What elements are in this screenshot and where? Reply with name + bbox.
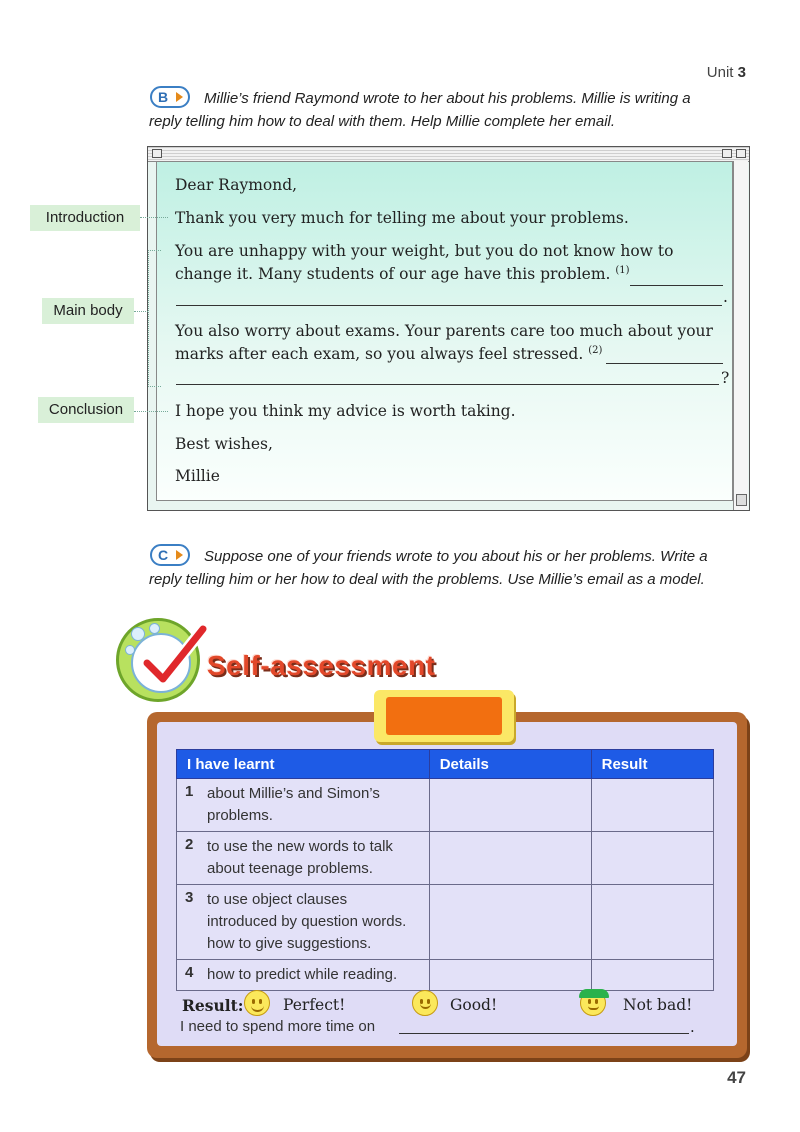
smiley-good-icon[interactable]	[412, 990, 438, 1016]
table-row	[177, 779, 714, 832]
close-box-icon[interactable]	[152, 149, 162, 158]
blank-1-marker: (1)	[615, 265, 630, 276]
result-cell[interactable]	[591, 960, 713, 991]
result-cell[interactable]	[591, 832, 713, 885]
bubble-icon	[131, 627, 145, 641]
connector-conclusion	[134, 411, 168, 412]
board-tab-inner	[386, 697, 502, 735]
label-main-body: Main body	[42, 298, 134, 324]
zoom-box-icon[interactable]	[722, 149, 732, 158]
result-cell[interactable]	[591, 779, 713, 832]
bracket-main-body	[148, 250, 161, 387]
connector-main-body	[134, 311, 148, 312]
self-assessment-table	[176, 749, 714, 991]
table-row	[177, 885, 714, 960]
instruction-c-line1: Suppose one of your friends wrote to you about his or her problems. Write a	[204, 548, 708, 565]
rating-not-bad: Not bad!	[623, 996, 693, 1014]
learnt-cell: 2 to use the new words to talk about teenage problems.	[177, 832, 430, 885]
scrollbar[interactable]	[733, 161, 748, 510]
play-arrow-icon	[176, 92, 183, 102]
label-conclusion: Conclusion	[38, 397, 134, 423]
window-title-bar	[148, 147, 749, 162]
unit-label: Unit 3	[706, 64, 746, 81]
play-arrow-icon	[176, 550, 183, 560]
collapse-box-icon[interactable]	[736, 149, 746, 158]
self-assessment-logo	[116, 618, 200, 702]
col-header-learnt: I have learnt	[177, 750, 430, 779]
self-assessment-title: Self-assessment	[207, 650, 436, 681]
answer-blank-2a[interactable]	[606, 363, 723, 364]
email-greeting: Dear Raymond,	[175, 176, 298, 194]
instruction-b-line2: reply telling him how to deal with them. Help Millie complete her email.	[149, 113, 616, 130]
exercise-c-badge: C	[150, 544, 190, 566]
answer-blank-1b[interactable]	[176, 305, 722, 306]
details-cell[interactable]	[429, 960, 591, 991]
email-para1-line1: You are unhappy with your weight, but you do not know how to	[175, 242, 674, 260]
col-header-result: Result	[591, 750, 713, 779]
email-intro: Thank you very much for telling me about your problems.	[175, 209, 629, 227]
email-conclusion: I hope you think my advice is worth taking.	[175, 402, 516, 420]
spend-more-time-blank[interactable]	[399, 1033, 689, 1034]
table-header-row	[177, 750, 714, 779]
table-row	[177, 960, 714, 991]
scroll-thumb[interactable]	[736, 494, 747, 506]
smiley-perfect-icon[interactable]	[244, 990, 270, 1016]
table-row	[177, 832, 714, 885]
learnt-cell: 3 to use object clauses introduced by question words. how to give suggestions.	[177, 885, 430, 960]
bubble-icon	[149, 623, 160, 634]
blank-1-end: .	[723, 288, 728, 306]
page-number: 47	[727, 1068, 746, 1087]
connector-introduction	[140, 217, 168, 218]
checkmark-icon	[133, 623, 213, 693]
blank-2-end: ?	[721, 369, 730, 387]
spend-more-time-end: .	[690, 1018, 695, 1036]
exercise-b-badge: B	[150, 86, 190, 108]
col-header-details: Details	[429, 750, 591, 779]
details-cell[interactable]	[429, 885, 591, 960]
smiley-not-bad-icon[interactable]	[580, 990, 606, 1016]
instruction-c-line2: reply telling him or her how to deal with the problems. Use Millie’s email as a model.	[149, 571, 705, 588]
spend-more-time-label: I need to spend more time on	[180, 1018, 376, 1035]
instruction-b-line1: Millie’s friend Raymond wrote to her about his problems. Millie is writing a	[204, 90, 691, 107]
email-para2-line2: marks after each exam, so you always feel stressed. $^{(2)}$	[175, 345, 603, 364]
details-cell[interactable]	[429, 779, 591, 832]
email-closing: Best wishes,	[175, 435, 273, 453]
email-para1-line2: change it. Many students of our age have this problem. $^{(1)}$	[175, 265, 630, 284]
learnt-cell: 4 how to predict while reading.	[177, 960, 430, 991]
email-signature: Millie	[175, 467, 220, 485]
label-introduction: Introduction	[30, 205, 140, 231]
result-label: Result:	[182, 996, 244, 1015]
bubble-icon	[125, 645, 135, 655]
result-cell[interactable]	[591, 885, 713, 960]
rating-perfect: Perfect!	[283, 996, 346, 1014]
answer-blank-2b[interactable]	[176, 384, 719, 385]
rating-good: Good!	[450, 996, 498, 1014]
blank-2-marker: (2)	[588, 345, 603, 356]
answer-blank-1a[interactable]	[630, 285, 723, 286]
email-para2-line1: You also worry about exams. Your parents care too much about your	[175, 322, 713, 340]
learnt-cell: 1 about Millie’s and Simon’s problems.	[177, 779, 430, 832]
details-cell[interactable]	[429, 832, 591, 885]
